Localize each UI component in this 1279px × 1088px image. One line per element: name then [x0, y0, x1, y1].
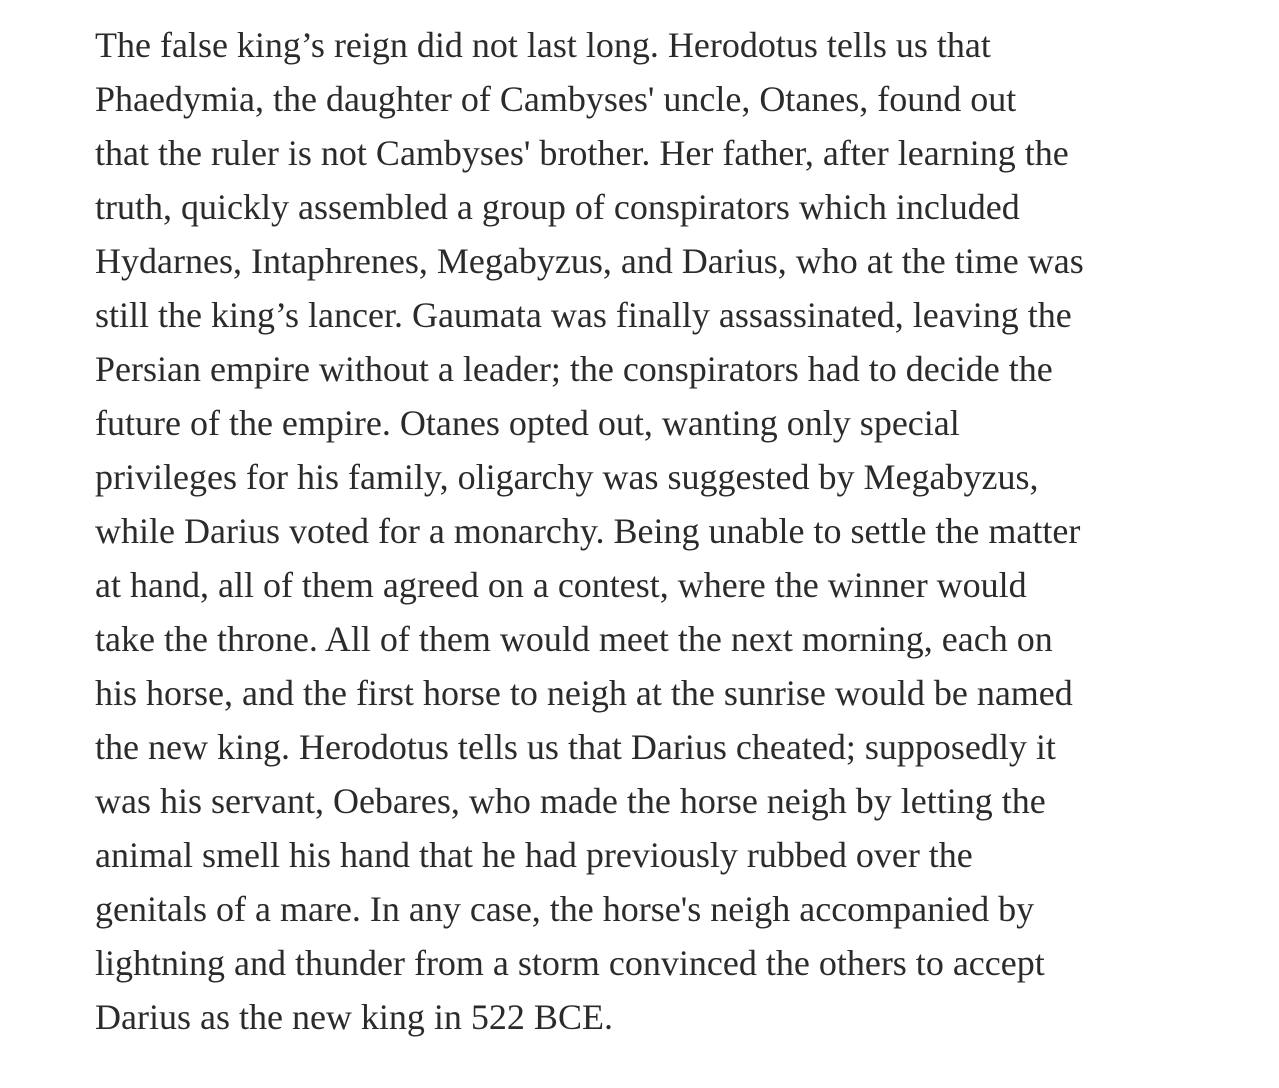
paragraph-line: genitals of a mare. In any case, the horse's neigh accompanied by — [95, 889, 1035, 929]
paragraph-line: take the throne. All of them would meet the next morning, each on — [95, 619, 1053, 659]
paragraph-line: the new king. Herodotus tells us that Darius cheated; supposedly it — [95, 727, 1056, 767]
paragraph-line: The false king’s reign did not last long. Herodotus tells us that — [95, 25, 991, 65]
paragraph-line: Phaedymia, the daughter of Cambyses' uncle, Otanes, found out — [95, 79, 1017, 119]
paragraph-line: was his servant, Oebares, who made the horse neigh by letting the — [95, 781, 1046, 821]
paragraph-line: future of the empire. Otanes opted out, wanting only special — [95, 403, 960, 443]
paragraph-line: Darius as the new king in 522 BCE. — [95, 997, 613, 1037]
paragraph-line: Persian empire without a leader; the conspirators had to decide the — [95, 349, 1053, 389]
paragraph-line: privileges for his family, oligarchy was suggested by Megabyzus, — [95, 457, 1039, 497]
paragraph-line: still the king’s lancer. Gaumata was finally assassinated, leaving the — [95, 295, 1072, 335]
paragraph-line: while Darius voted for a monarchy. Being unable to settle the matter — [95, 511, 1081, 551]
paragraph-line: truth, quickly assembled a group of conspirators which included — [95, 187, 1020, 227]
paragraph-line: that the ruler is not Cambyses' brother. Her father, after learning the — [95, 133, 1069, 173]
article-body — [95, 18, 1255, 1044]
paragraph-line: his horse, and the first horse to neigh at the sunrise would be named — [95, 673, 1073, 713]
paragraph-line: animal smell his hand that he had previously rubbed over the — [95, 835, 973, 875]
paragraph-line: lightning and thunder from a storm convinced the others to accept — [95, 943, 1045, 983]
paragraph-line: at hand, all of them agreed on a contest, where the winner would — [95, 565, 1027, 605]
paragraph — [95, 18, 1255, 1044]
paragraph-line: Hydarnes, Intaphrenes, Megabyzus, and Darius, who at the time was — [95, 241, 1084, 281]
